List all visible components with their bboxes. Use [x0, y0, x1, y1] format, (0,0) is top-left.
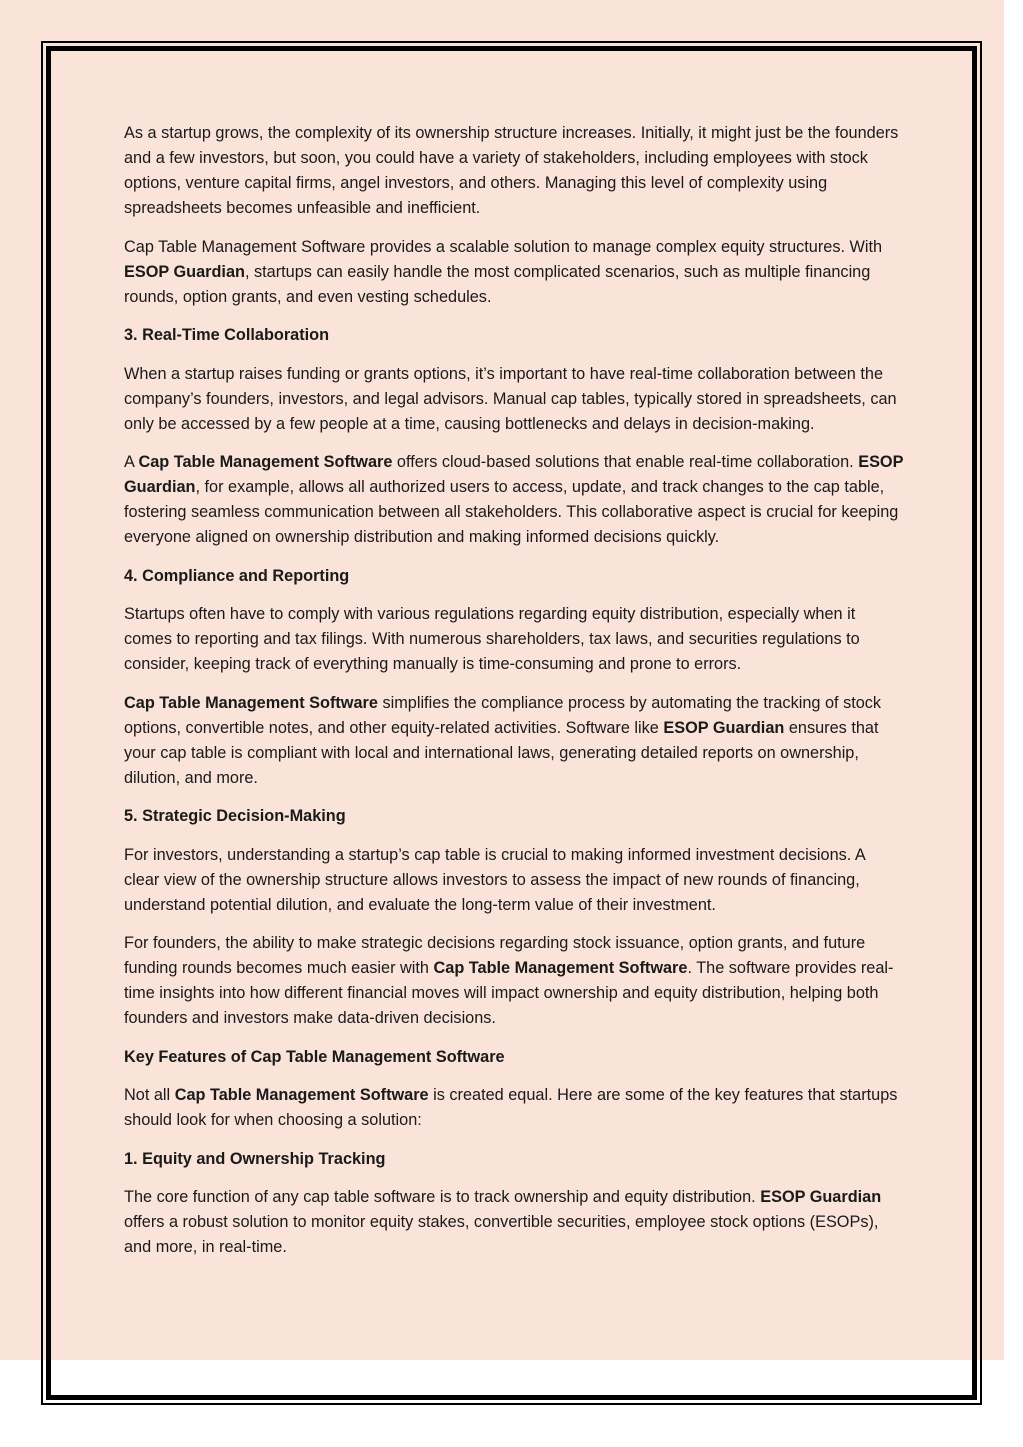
text-run: . The software provides real-time insights into how different financial moves will impact ownership and equity distribution, helping both founders and investors make data-driven decisions.	[124, 959, 894, 1027]
bold-text: Cap Table Management Software	[174, 1086, 429, 1104]
text-run: 4. Compliance and Reporting	[124, 566, 350, 585]
text-run: is created equal. Here are some of the key features that startups should look for when choosing a solution:	[124, 1086, 898, 1129]
bold-text: ESOP Guardian	[663, 718, 785, 737]
section-heading	[124, 323, 904, 348]
text-run: , startups can easily handle the most complicated scenarios, such as multiple financing rounds, option grants, and even vesting schedules.	[124, 262, 871, 306]
paragraph	[124, 235, 904, 310]
section-heading	[124, 804, 904, 829]
text-run: For founders, the ability to make strategic decisions regarding stock issuance, option grants, and future funding rounds becomes much easier with	[124, 934, 866, 977]
text-run: For investors, understanding a startup’s cap table is crucial to making informed investment decisions. A clear view of the ownership structure allows investors to assess the impact of new rounds of financing, understand potential dilution, and evaluate the long-term value of their investment.	[124, 845, 865, 914]
paragraph	[124, 362, 904, 437]
bold-text: ESOP Guardian	[124, 453, 904, 496]
bold-text: Cap Table Management Software	[433, 959, 688, 977]
paragraph	[124, 843, 904, 918]
text-run: A	[124, 453, 139, 471]
text-run: Not all	[124, 1086, 175, 1104]
paragraph	[124, 691, 904, 791]
text-run: ensures that your cap table is compliant with local and international laws, generating detailed reports on ownership, dilution, and more.	[124, 718, 879, 787]
text-run: offers cloud-based solutions that enable real-time collaboration.	[392, 453, 859, 471]
text-run: offers a robust solution to monitor equity stakes, convertible securities, employee stock options (ESOPs), and more, in real-time.	[124, 1213, 879, 1256]
text-run: Startups often have to comply with various regulations regarding equity distribution, especially when it comes to reporting and tax filings. With numerous shareholders, tax laws, and securities regulations to consider, keeping track of everything manually is time-consuming and prone to errors.	[124, 605, 860, 673]
paragraph	[124, 450, 904, 550]
text-run: When a startup raises funding or grants options, it’s important to have real-time collaboration between the company’s founders, investors, and legal advisors. Manual cap tables, typically stored in spreadsheets, can only be accessed by a few people at a time, causing bottlenecks and delays in decision-making.	[124, 364, 897, 433]
paragraph	[124, 602, 904, 677]
paragraph	[124, 1185, 904, 1260]
paragraph	[124, 931, 904, 1031]
text-run: The core function of any cap table software is to track ownership and equity distribution.	[124, 1188, 761, 1206]
paragraph	[124, 121, 904, 221]
text-run: As a startup grows, the complexity of its ownership structure increases. Initially, it might just be the founders and a few investors, but soon, you could have a variety of stakeholders, including employees with stock options, venture capital firms, angel investors, and others. Managing this level of complexity using spreadsheets becomes unfeasible and inefficient.	[124, 124, 899, 217]
section-heading	[124, 564, 904, 589]
paragraph	[124, 1083, 904, 1133]
bold-text: ESOP Guardian	[760, 1188, 882, 1206]
section-heading	[124, 1147, 904, 1172]
section-heading	[124, 1045, 904, 1070]
text-run: , for example, allows all authorized users to access, update, and track changes to the cap table, fostering seamless communication between all stakeholders. This collaborative aspect is crucial for keeping everyone aligned on ownership distribution and making informed decisions quickly.	[124, 478, 899, 546]
text-run: Key Features of Cap Table Management Software	[124, 1047, 505, 1066]
document-body	[124, 121, 904, 1274]
text-run: 5. Strategic Decision-Making	[124, 807, 346, 825]
bold-text: ESOP Guardian	[124, 262, 245, 281]
text-run: Cap Table Management Software provides a scalable solution to manage complex equity structures. With	[124, 237, 883, 256]
bold-text: Cap Table Management Software	[124, 693, 378, 712]
text-run: simplifies the compliance process by automating the tracking of stock options, convertible notes, and other equity-related activities. Software like	[124, 693, 882, 737]
text-run: 3. Real-Time Collaboration	[124, 326, 330, 344]
text-run: 1. Equity and Ownership Tracking	[124, 1149, 386, 1168]
bold-text: Cap Table Management Software	[138, 453, 393, 471]
